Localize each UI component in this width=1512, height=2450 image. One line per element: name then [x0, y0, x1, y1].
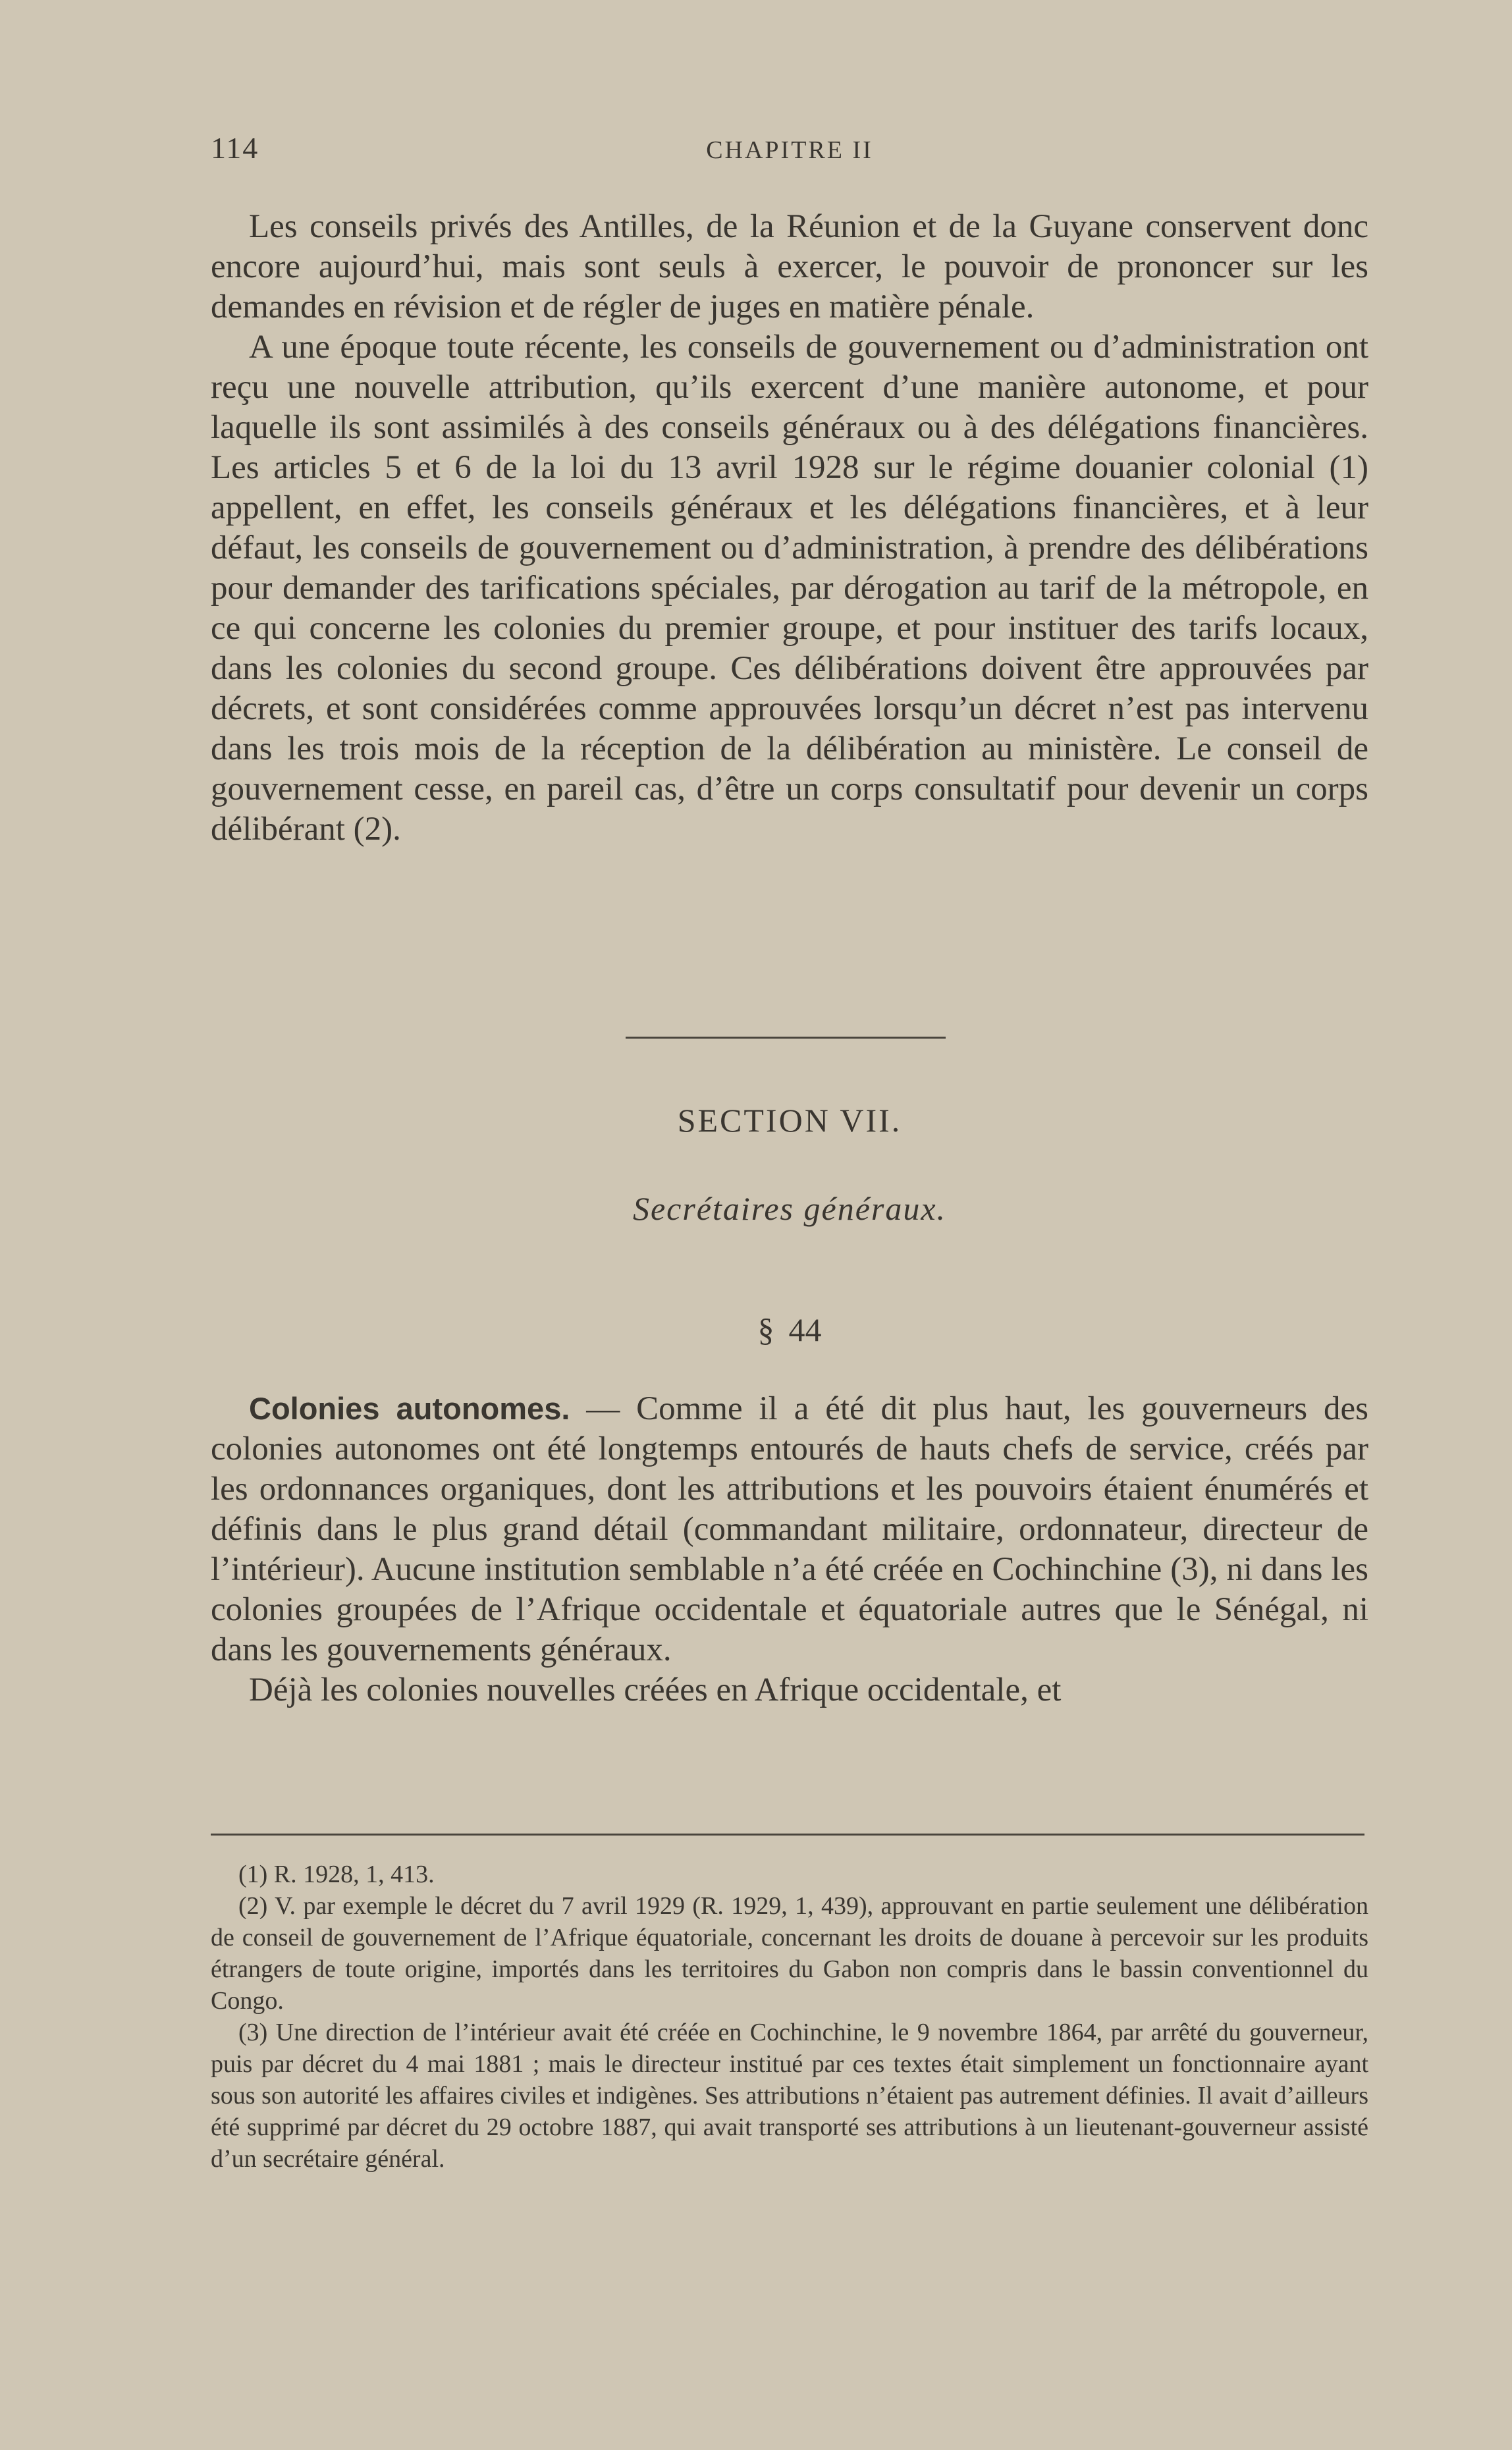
paragraph-conseils-prives: Les conseils privés des Antilles, de la Réunion et de la Guyane conservent donc encore aujourd’hui, mais sont seuls à exercer, le pouvoir de prononcer sur les demandes en révision et de régler de juges en matière pénale. [211, 208, 1368, 325]
section-subtitle: Secrétaires généraux. [632, 1190, 947, 1227]
footnote-3: (3) Une direction de l’intérieur avait été créée en Cochinchine, le 9 novembre 1864, par arrêté du gouverneur, puis par décret du 4 mai 1881 ; mais le directeur institué par ces textes était simplement un fonctionnaire ayant sous son autorité les affaires civiles et indigènes. Ses attributions n’étaient pas autrement définies. Il avait d’ailleurs été supprimé par décret du 29 octobre 1887, qui avait transporté ses attributions à un lieutenant-gouverneur assisté d’un secrétaire général. [211, 2019, 1368, 2173]
footnote-1: (1) R. 1928, 1, 413. [238, 1861, 435, 1888]
body-text-top [211, 207, 1368, 850]
footnotes [211, 1859, 1368, 2175]
page-number: 114 [211, 131, 259, 165]
paragraph-heading [211, 1311, 1368, 1349]
paragraph-colonies-autonomes [211, 1388, 1368, 1670]
footnote-2: (2) V. par exemple le décret du 7 avril 1929 (R. 1929, 1, 439), approuvant en partie seulement une délibération de conseil de gouvernement de l’Afrique équatoriale, concernant les droits de douane à percevoir sur les produits étrangers de toute origine, importés dans les territoires du Gabon non compris dans le bassin conventionnel du Congo. [211, 1892, 1368, 2015]
running-header [211, 130, 1368, 177]
paragraph-epoque-recente: A une époque toute récente, les conseils de gouvernement ou d’administration ont reçu une nouvelle attribution, qu’ils exercent d’une manière autonome, et pour laquelle ils sont assimilés à des conseils généraux ou à des délégations financières. Les articles 5 et 6 de la loi du 13 avril 1928 sur le régime douanier colonial (1) appellent, en effet, les conseils généraux et les délégations financières, et à leur défaut, les conseils de gouvernement ou d’administration, à prendre des délibérations pour demander des tarifications spéciales, par dérogation au tarif de la métropole, en ce qui concerne les colonies du premier groupe, et pour instituer des tarifs locaux, dans les colonies du second groupe. Ces délibérations doivent être approuvées par décrets, et sont considérées comme approuvées lorsqu’un décret n’est pas intervenu dans les trois mois de la réception de la délibération au ministère. Le conseil de gouvernement cesse, en pareil cas, d’être un corps consultatif pour devenir un corps délibérant (2). [211, 329, 1368, 848]
section-divider [626, 1037, 946, 1039]
paragraph-lead: Colonies autonomes. [249, 1391, 570, 1426]
paragraph-deja: Déjà les colonies nouvelles créées en Afrique occidentale, et [249, 1672, 1062, 1708]
paragraph-body: — Comme il a été dit plus haut, les gouverneurs des colonies autonomes ont été longtemps entourés de hauts chefs de service, créés par les ordonnances organiques, dont les attributions et les pouvoirs étaient énumérés et définis dans le plus grand détail (commandant militaire, ordonnateur, directeur de l’intérieur). Aucune institution semblable n’a été créée en Cochinchine (3), ni dans les colonies groupées de l’Afrique occidentale et équatoriale autres que le Sénégal, ni dans les gouvernements généraux. [211, 1390, 1369, 1668]
chapter-heading: CHAPITRE II [706, 136, 873, 164]
footnote-divider [211, 1834, 1364, 1836]
section-sign: § [757, 1311, 774, 1348]
paragraph-number: 44 [788, 1311, 822, 1348]
body-text-bottom [211, 1388, 1368, 1710]
section-title: SECTION VII. [677, 1102, 902, 1139]
